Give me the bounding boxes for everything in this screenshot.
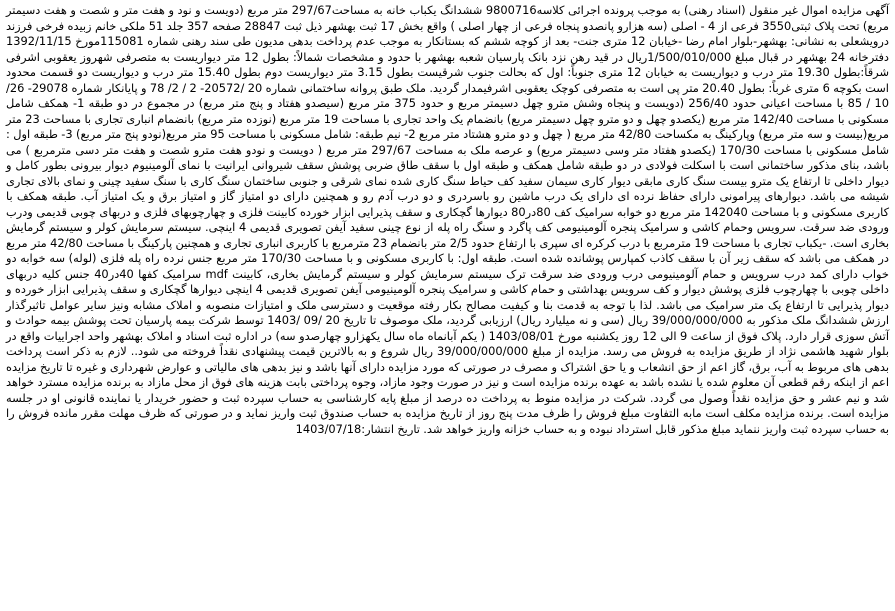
auction-notice-text: آگهی مزایده اموال غیر منقول (اسناد رهنی) به موجب پرونده اجرائی کلاسه9800716 ششدانگ یکباب خانه به مساحت297/67 متر مربع (دویست و نود و هفت متر و شصت و هفت دسیمتر مربع) تحت پلاک ثبتی3550 فرعی از 4 - اصلی (سه هزارو پانصدو پنجاه فرعی از چهار اصلی ) واقع بخش 17 ثبت بهشهر ذیل ثبت 28847 صفحه 357 جلد 51 ملکی خانم زبیده فرخی فرزند درویشعلی به نشانی: بهشهر-بلوار امام رضا -خیابان 12 متری جنت- بعد از کوچه ششم که بستانکار به موجب عدم پرداخت بدهی مدیون طی سند رهنی شماره 115081مورخ 1392/11/15 دفترخانه 24 بهشهر در قبال مبلغ 1/500/010/000ریال در قید رهن نزد بانک پارسیان شعبه بهشهر با حدود و مشخصات شمالاً: بطول 12 متر دیواریست به متصرفی شهروز یعقوبی اشرفی شرقاً:بطول 19.30 متر درب و دیواریست به خیابان 12 متری جنوباً: اول که بحالت جنوب شرقیست بطول 3.15 متر دیواریست دوم بطول 15.40 متر درب و دیواریست دو قسمت محدود است بکوچه 6 متری غرباً: بطول 20.40 متر پی است به متصرفی کوچک یعقوبی اشرفیمدار گردید. ملک طبق پروانه ساختمانی شماره 20 /20572- 2 / 2/ 78 و پایانکار شماره 29078- 26/ 10 / 85 با مساحت اعیانی حدود 256/40 (دویست و پنجاه وشش مترو چهل دسیمتر مربع و حدود 375 متر مربع (سیصدو هفتاد و پنج متر مربع) در مجموع در دو طبقه 1- همکف شامل مسکونی با مساحت 142/40 متر مربع (یکصدو چهل و دو مترو چهل دسیمتر مربع) بانضمام یک واحد تجاری با مساحت 19 متر مربع (نوزده متر مربع) بانضمام انباری تجاری با مساحت 23 متر مربع(بیست و سه متر مربع) وپارکینگ به مکساحت 42/80 متر مربع ( چهل و دو مترو هشتاد متر مربع 2- نیم طبقه: شامل مسکونی با مساحت 95 متر مربع(نودو پنج متر مربع) 3- طبقه اول : شامل مسکونی با مساحت 170/30 (یکصدو هفتاد متر وسی دسیمتر مربع) و عرصه ملک به مساحت 297/67 متر مربع ( دویست و نودو هفت مترو شصت و هفت متر دسی مترمربع ) می باشد، بنای مذکور ساختمانی است با اسکلت فولادی در دو طبقه شامل همکف و طبقه اول با سقف طاق ضربی پوشش سقف شیروانی ایرانیت با نمای آلومینیوم دیوار بیرونی بطور کامل و دیوار داخلی تا ارتفاع یک مترو بیست سنگ کاری مابقی دیوار کاری سیمان سفید کف حیاط سنگ کاری شده نمای شرقی و جنوبی ساختمان سنگ کاری با سنگ سفید چینی و نمای بالای تجاری شیشه می باشد. دیوارهای پیرامونی دارای حفاظ نرده ای دارای یک درب ماشین رو باسردری و دو درب آدم رو و همچنین دارای دو امتیاز گاز و امتیاز برق و یک امتیاز آب. طبقه همکف با کاربری مسکونی و با مساحت 142040 متر مربع دو خوابه سرامیک کف 80در80 دیوارها گچکاری و سقف پذیرایی ابزار خورده کابینت فلزی و چهارچوبهای فلزی و دربهای چوبی قدیمی ودرب ورودی ضد سرقت. سرویس وحمام کاشی و سرامیک پنجره آلومینیومی کف پاگرد و سنگ راه پله از نوع چینی سفید آیفن تصویری قدیمی 4 اینچی. سیستم سرمایش کولر و سیستم گرمایش بخاری است. -یکباب تجاری با مساحت 19 مترمربع با درب کرکره ای سپری با ارتفاع حدود 2/5 متر بانضمام 23 مترمربع با کاربری انباری تجاری و همچنین پارکینگ با مساحت 42/80 متر مربع در همکف می باشد که سقف زیر آن با سقف کاذب کمپارس پوشانده شده است. طبقه اول: با کاربری مسکونی و با مساحت 170/30 متر مربع جنس نرده راه پله فلزی (لوله) سه خوابه دو خواب دارای کمد درب سرویس و حمام آلومینیومی درب ورودی ضد سرقت ترک سیستم سرمایش کولر و سیستم گرمایش بخاری، کابینت mdf سرامیک کفها 40در40 جنس کلیه دربهای داخلی چوبی با چهارچوب فلزی پوشش دیوار و کف سرویس بهداشتی و حمام کاشی و سرامیک پنجره آلومینیومی آیفن تصویری قدیمی 4 اینچی دیوارها گچکاری و سقف پذیرایی ابزار خورده و دیوار پذیرایی تا ارتفاع یک متر سرامیک می باشد. لذا با توجه به قدمت بنا و کیفیت مصالح بکار رفته موقعیت و دسترسی ملک و امتیازات منصوبه و املاک مشابه ونیز سایر عوامل تاثیرگذار ارزش ششدانگ ملک مذکور به 39/000/000/000 ریال (سی و نه میلیارد ریال) ارزیابی گردید، ملک موصوف تا تاریخ 20 /09 /1403 توسط شرکت بیمه پارسیان تحت پوشش بیمه حوادث و آتش سوزی قرار دارد. پلاک فوق از ساعت 9 الی 12 روز یکشنبه مورخ 1403/08/01 ( یکم آبانماه ماه سال یکهزارو چهارصدو سه) در اداره ثبت اسناد و املاک بهشهر واحد اجراییات واقع در بلوار شهید هاشمی نژاد از طریق مزایده به فروش می رسد. مزایده از مبلغ 39/000/000/000 ریال شروع و به بالاترین قیمت پیشنهادی نقداً فروخته می شود.. لازم به ذکر است پرداخت بدهی های مربوط به آب، برق، گاز اعم از حق انشعاب و یا حق اشتراک و مصرف در صورتی که مورد مزایده دارای آنها باشد و نیز بدهی های مالیاتی و عوارض شهرداری و غیره تا تاریخ مزایده اعم از اینکه رقم قطعی آن معلوم شده یا نشده باشد به عهده برنده مزایده است و نیز در صورت وجود مازاد، وجوه پرداختی بابت هزینه های فوق از محل مازاد به برنده مزایده مسترد خواهد شد و نیم عشر و حق مزایده نقداً وصول می گردد. شرکت در مزایده منوط به پرداخت ده درصد از مبلغ پایه کارشناسی به حساب سپرده ثبت و حضور خریدار یا نماینده قانونی او در جلسه مزایده است. برنده مزایده مکلف است مابه التفاوت مبلغ فروش را ظرف مدت پنج روز از تاریخ مزایده به حساب صندوق ثبت واریز نماید و در صورتی که ظرف مهلت مقرر مانده فروش را به حساب سپرده ثبت واریز ننماید مبلغ مذکور قابل استرداد نبوده و به حساب خزانه واریز خواهد شد. تاریخ انتشار:1403/07/18 (6, 3, 890, 436)
